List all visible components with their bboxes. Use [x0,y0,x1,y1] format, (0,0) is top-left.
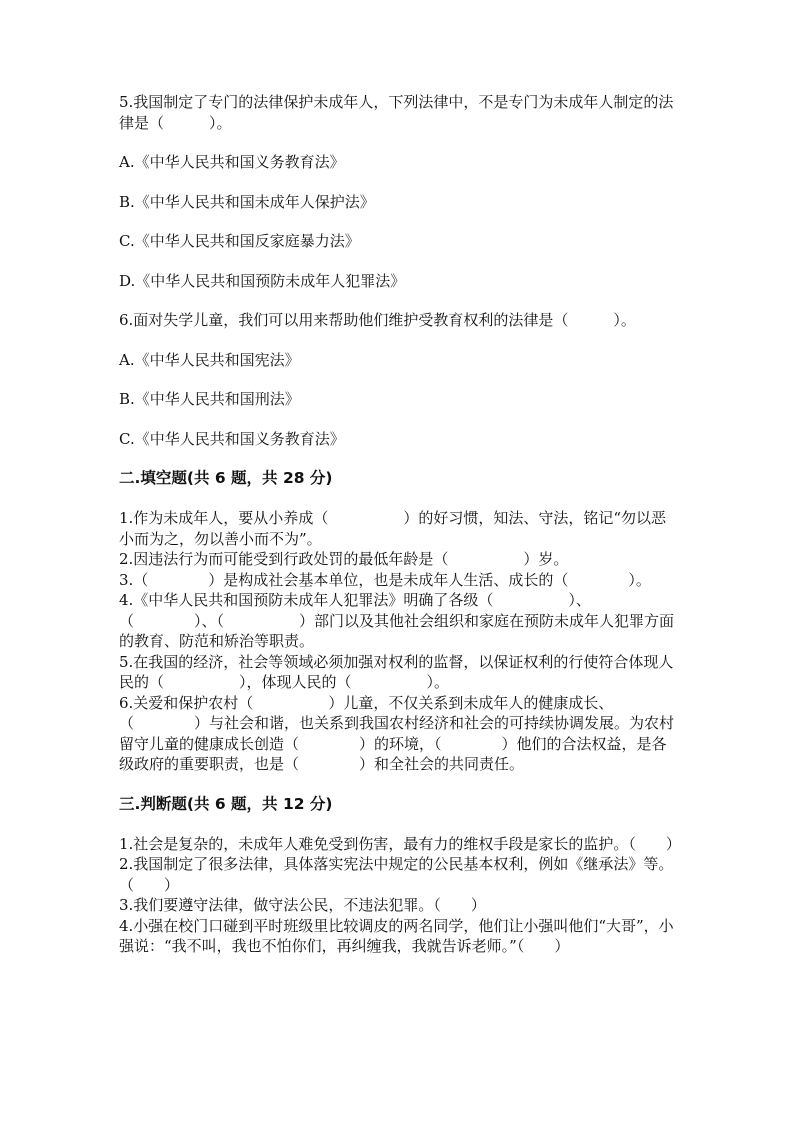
question-5-stem: 5.我国制定了专门的法律保护未成年人，下列法律中，不是专门为未成年人制定的法律是（ ）。 [119,93,674,132]
true-false-item-3: 3.我们要遵守法律，做守法公民，不违法犯罪。（ ） [119,896,486,914]
question-5-option-c: C.《中华人民共和国反家庭暴力法》 [119,232,360,250]
question-5-option-a: A.《中华人民共和国义务教育法》 [119,153,345,171]
document-page [119,92,679,957]
question-6-option-b: B.《中华人民共和国刑法》 [119,390,300,408]
fill-in-blank-item-3: 3.（ ）是构成社会基本单位，也是未成年人生活、成长的（ ）。 [119,570,651,589]
fill-in-blank-item-2: 2.因违法行为而可能受到行政处罚的最低年龄是（ ）岁。 [119,550,569,568]
fill-in-blank-item-5: 5.在我国的经济，社会等领域必须加强对权利的监督，以保证权利的行使符合体现人民的（ ），体现人民的（ ）。 [119,652,674,691]
section-heading-true-false: 三.判断题(共 6 题，共 12 分) [119,794,333,813]
fill-in-blank-list [119,508,679,775]
question-5-option-d: D.《中华人民共和国预防未成年人犯罪法》 [119,271,406,290]
question-6-option-c: C.《中华人民共和国义务教育法》 [119,429,345,448]
fill-in-blank-item-6: 6.关爱和保护农村（ ）儿童，不仅关系到未成年人的健康成长、（ ）与社会和谐，也关系到我国农村经济和社会的可持续协调发展。为农村留守儿童的健康成长创造（ ）的环境，（ ）他们的合法权益，是各级政府的重要职责，也是（ ）和全社会的共同责任。 [119,693,675,773]
true-false-item-1: 1.社会是复杂的，未成年人难免受到伤害，最有力的维权手段是家长的监护。（ ） [119,834,681,853]
question-5-option-b: B.《中华人民共和国未成年人保护法》 [119,192,375,211]
true-false-list [119,834,679,957]
section-heading-fill-in-blank: 二.填空题(共 6 题，共 28 分) [119,469,333,487]
question-6-option-a: A.《中华人民共和国宪法》 [119,350,300,369]
true-false-item-4: 4.小强在校门口碰到平时班级里比较调皮的两名同学，他们让小强叫他们“大哥”，小强说：“我不叫，我也不怕你们，再纠缠我，我就告诉老师。”（ ） [119,916,674,955]
fill-in-blank-item-4: 4.《中华人民共和国预防未成年人犯罪法》明确了各级（ ）、（ ）、（ ）部门以及其他社会组织和家庭在预防未成年人犯罪方面的教育、防范和矫治等职责。 [119,591,675,650]
fill-in-blank-item-1: 1.作为未成年人，要从小养成（ ）的好习惯，知法、守法，铭记“勿以恶小而为之，勿以善小而不为”。 [119,509,666,548]
true-false-item-2: 2.我国制定了很多法律，具体落实宪法中规定的公民基本权利，例如《继承法》等。（ ） [119,855,674,894]
question-6-stem: 6.面对失学儿童，我们可以用来帮助他们维护受教育权利的法律是（ ）。 [119,311,636,329]
